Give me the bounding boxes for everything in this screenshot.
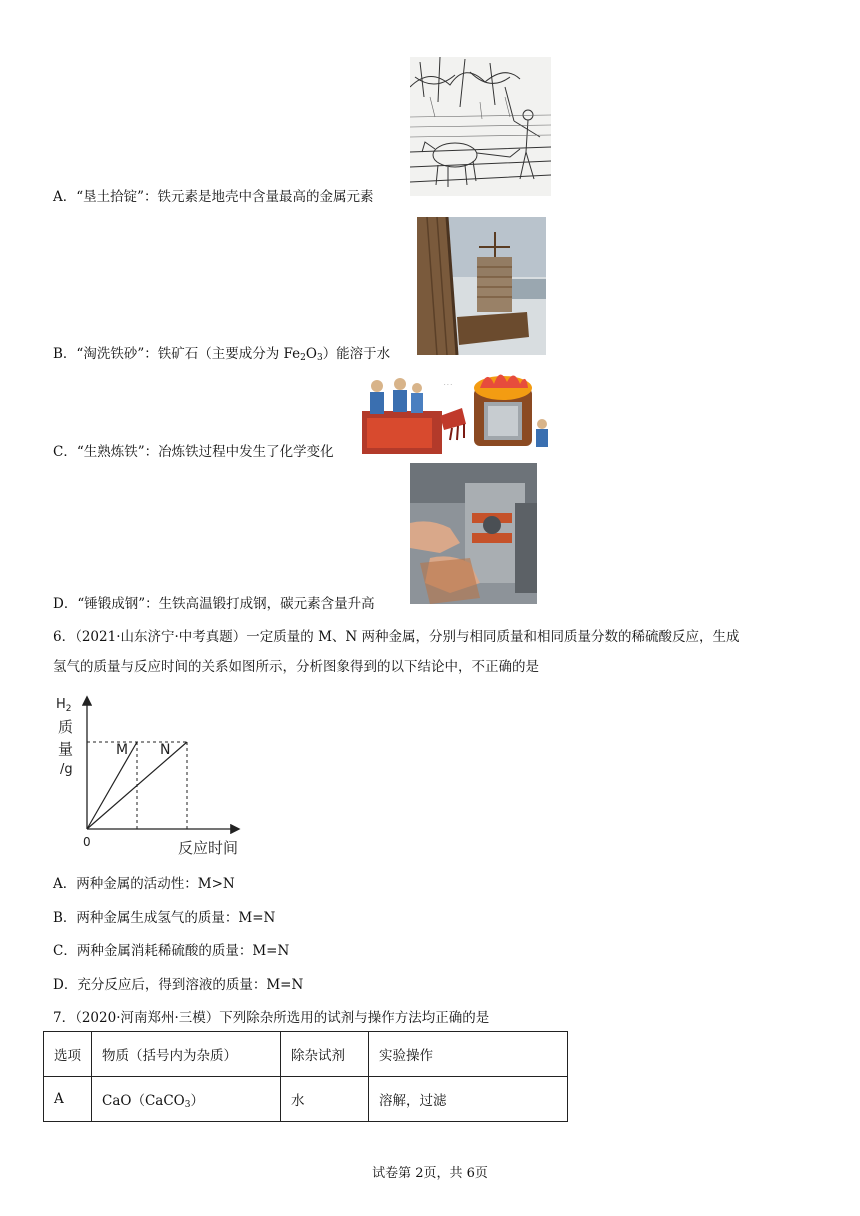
row-a-operation: 溶解，过滤	[369, 1077, 568, 1122]
header-substance: 物质（括号内为杂质）	[92, 1032, 281, 1077]
row-a-substance-text: ）	[190, 1092, 204, 1109]
svg-text:· · ·: · · ·	[444, 382, 452, 388]
q6-option-d: D．充分反应后，得到溶液的质量：M=N	[53, 977, 304, 993]
row-a-reagent: 水	[281, 1077, 369, 1122]
page-footer: 试卷第 2页，共 6页	[372, 1166, 488, 1181]
y-label-1: 质	[58, 718, 74, 736]
iron-smelting-illustration	[362, 366, 553, 454]
table-row	[44, 1077, 568, 1122]
q5-option-a: A．“垦土拾锭”：铁元素是地壳中含量最高的金属元素	[53, 189, 374, 205]
line-m-label: M	[116, 742, 129, 758]
q6-stem-line1: 6．（2021·山东济宁·中考真题）一定质量的 M、N 两种金属，分别与相同质量和相同质量分数的稀硫酸反应，生成	[53, 629, 740, 645]
q5-option-b-text: ）能溶于水	[322, 346, 391, 362]
q5-option-b-text: B．“淘洗铁砂”：铁矿石（主要成分为 Fe	[53, 346, 301, 362]
q5-option-c: C．“生熟炼铁”：冶炼铁过程中发生了化学变化	[53, 444, 334, 460]
header-operation: 实验操作	[369, 1032, 568, 1077]
hydrogen-mass-graph	[50, 690, 250, 860]
y-label-h	[56, 697, 72, 714]
table-header-row	[44, 1032, 568, 1077]
row-a-substance	[92, 1077, 281, 1122]
y-label-h-sub: 2	[65, 704, 72, 714]
q5-option-d: D．“锤锻成钢”：生铁高温锻打成钢，碳元素含量升高	[53, 596, 375, 612]
header-option: 选项	[44, 1032, 92, 1077]
y-label-h-text: H	[56, 697, 66, 712]
ore-washing-photo	[417, 217, 546, 355]
plowing-illustration	[410, 57, 551, 196]
origin-label: 0	[83, 835, 91, 849]
q5-option-b-text: O	[305, 346, 317, 362]
subscript: 3	[184, 1099, 191, 1110]
row-a-substance-text: CaO（CaCO	[102, 1092, 185, 1109]
q7-stem: 7．（2020·河南郑州·三模）下列除杂所选用的试剂与操作方法均正确的是	[53, 1010, 490, 1026]
q5-option-b	[53, 342, 390, 363]
y-label-2: 量	[58, 740, 74, 758]
line-n-label: N	[160, 742, 171, 758]
forging-photo	[410, 463, 537, 604]
row-a-option: A	[44, 1077, 92, 1122]
line-m	[87, 742, 137, 829]
subscript: 2	[300, 353, 306, 363]
q6-stem-line2: 氢气的质量与反应时间的关系如图所示，分析图象得到的以下结论中，不正确的是	[53, 659, 539, 675]
header-reagent: 除杂试剂	[281, 1032, 369, 1077]
y-label-unit: /g	[60, 762, 73, 777]
q6-option-a: A．两种金属的活动性：M>N	[53, 876, 235, 892]
x-label: 反应时间	[178, 839, 239, 857]
q6-option-b: B．两种金属生成氢气的质量：M=N	[53, 910, 276, 926]
subscript: 3	[316, 353, 323, 363]
q6-option-c: C．两种金属消耗稀硫酸的质量：M=N	[53, 943, 290, 959]
q7-table	[43, 1031, 568, 1122]
